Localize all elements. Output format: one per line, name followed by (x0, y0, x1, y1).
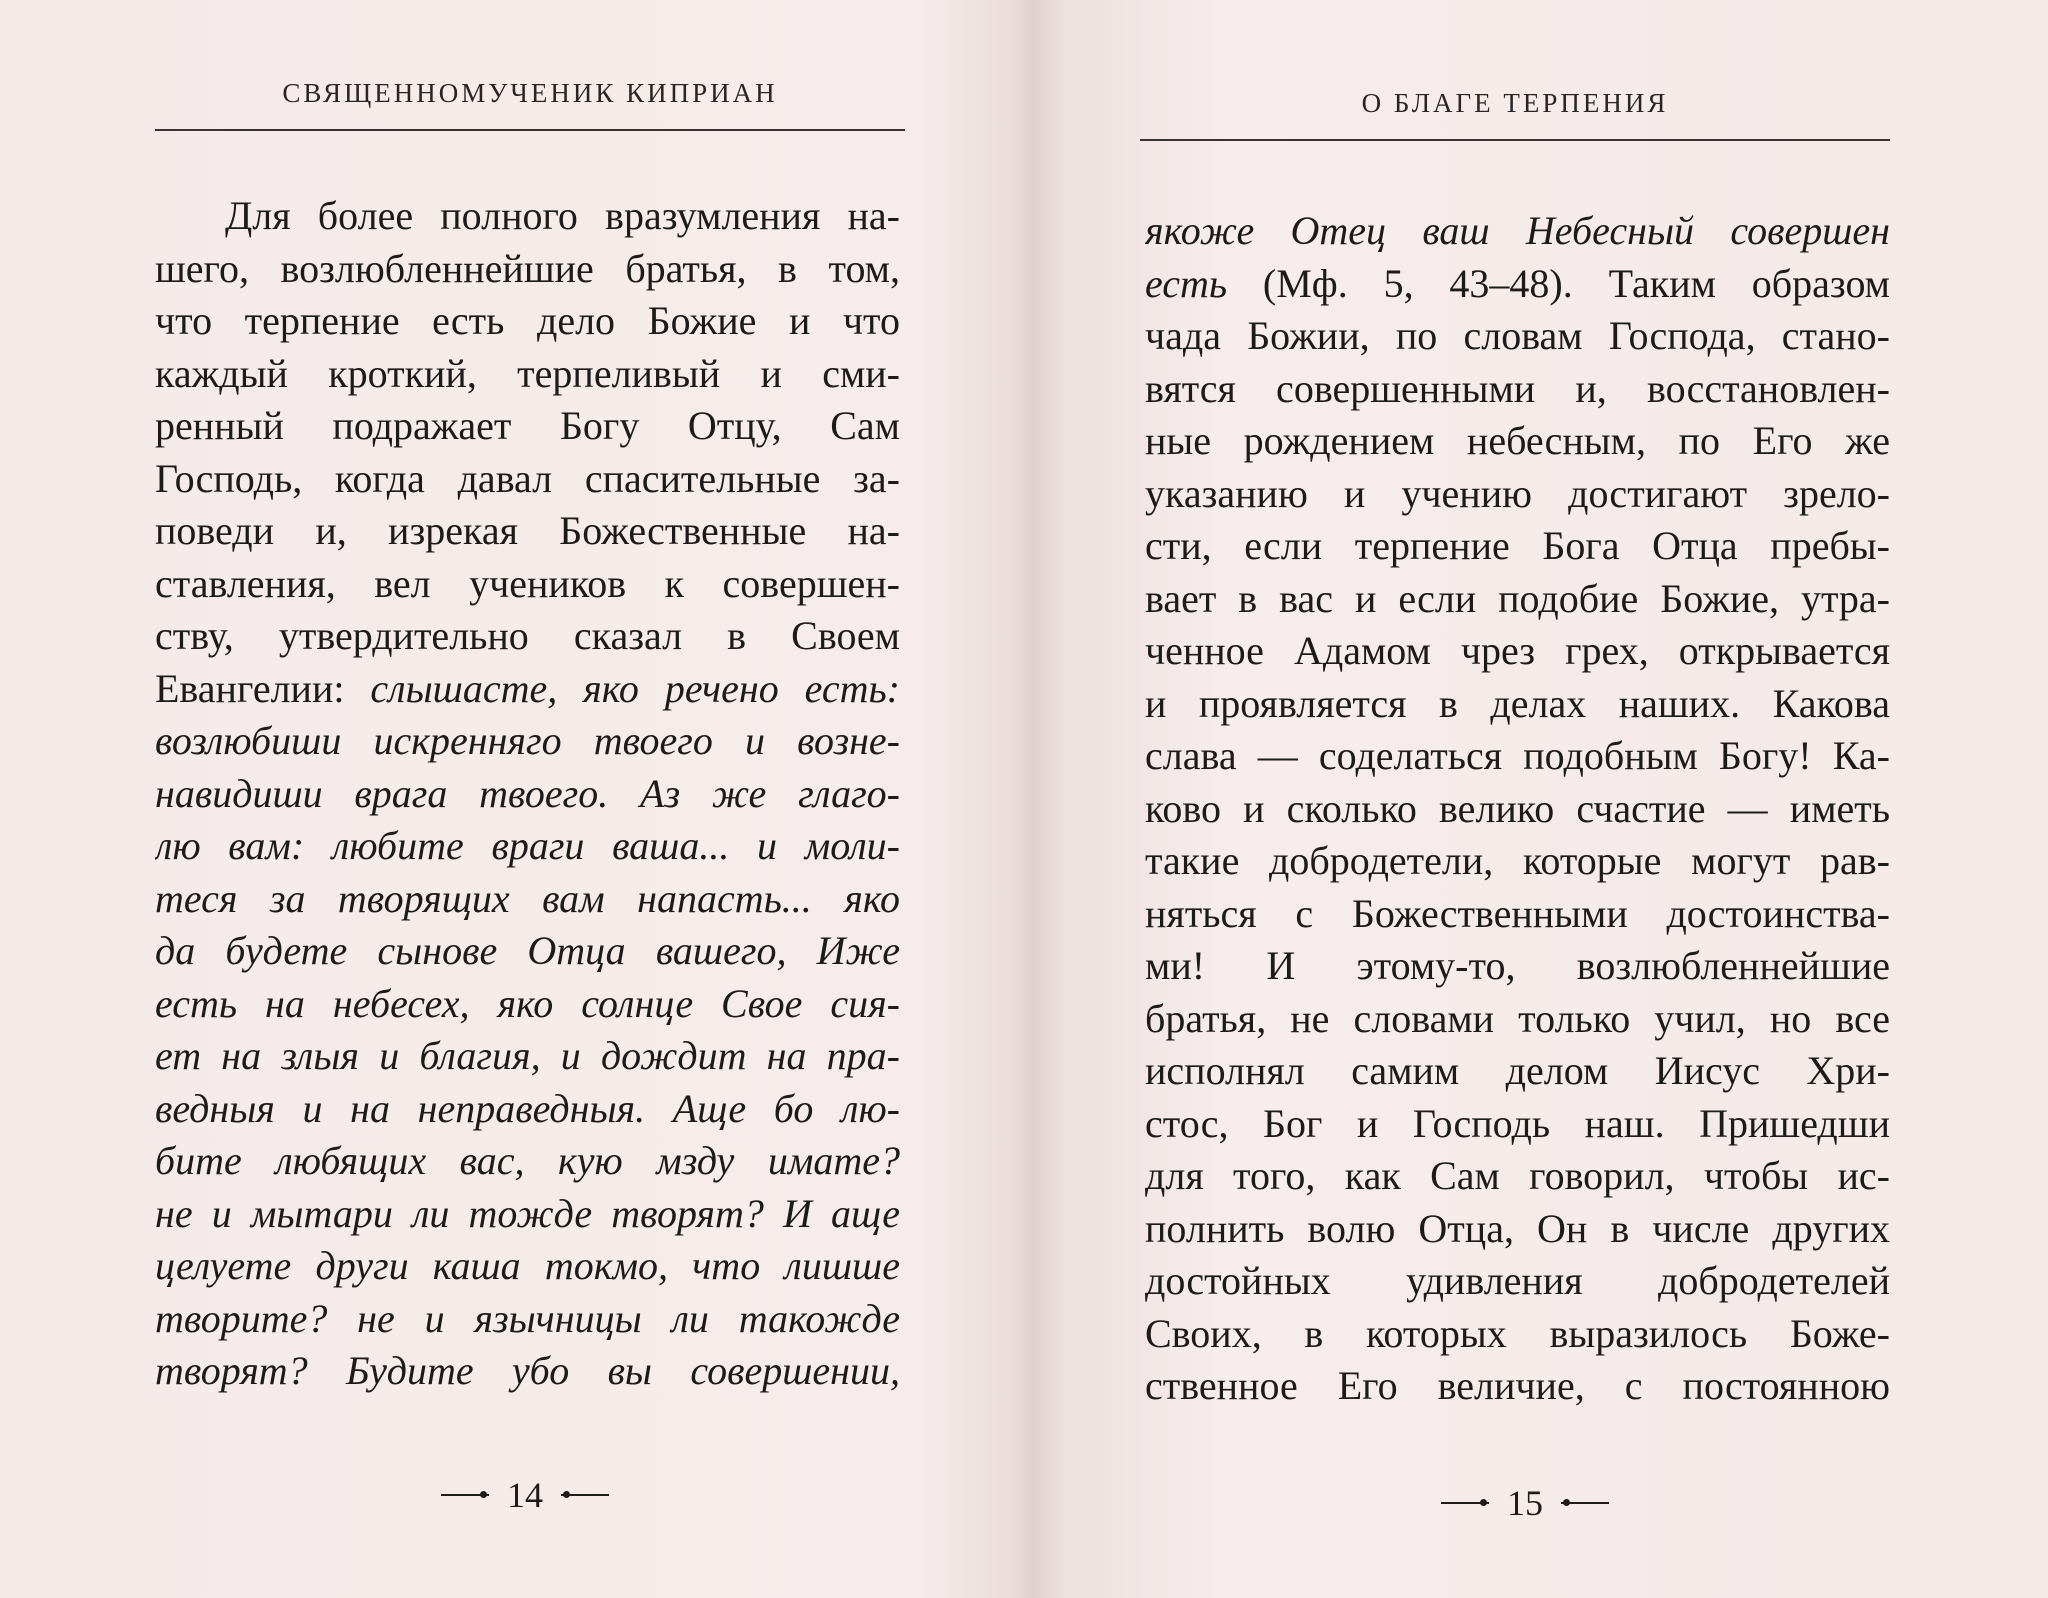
text-line (155, 873, 900, 926)
text-line (155, 1188, 900, 1241)
header-rule (1140, 139, 1890, 141)
text-run: ченное Адамом чрез грех, открывается (1145, 628, 1890, 673)
body-text (155, 190, 900, 1398)
text-line (155, 768, 900, 821)
text-run: такие добродетели, которые могут рав- (1145, 838, 1890, 883)
text-line (155, 663, 900, 716)
text-line (155, 1135, 900, 1188)
body-text (1145, 205, 1890, 1413)
text-run: ставления, вел учеников к совершен- (155, 560, 900, 606)
text-run: вает в вас и если подобие Божие, утра- (1145, 575, 1890, 621)
text-run: каждый кроткий, терпеливый и сми- (155, 350, 900, 396)
text-line (155, 348, 900, 401)
text-line (1145, 1308, 1890, 1361)
running-head: О БЛАГЕ ТЕРПЕНИЯ (1361, 88, 1669, 118)
text-run: достойных удивления добродетелей (1145, 1258, 1890, 1303)
text-line (155, 1293, 900, 1346)
text-run: Господь, когда давал спасительные за- (155, 455, 900, 501)
text-line (155, 453, 900, 506)
text-line (155, 1083, 900, 1136)
text-run: для того, как Сам говорил, чтобы ис- (1145, 1153, 1890, 1198)
text-run: и проявляется в делах наших. Какова (1145, 680, 1890, 726)
text-line (1145, 993, 1890, 1046)
text-line (1145, 940, 1890, 993)
text-line (155, 1030, 900, 1083)
text-line (155, 925, 900, 978)
text-run: бите любящих вас, кую мзду имате? (155, 1138, 900, 1183)
text-run: что терпение есть дело Божие и что (155, 298, 900, 343)
page-number: 15 (1507, 1483, 1543, 1523)
text-run: не и мытари ли тожде творят? И аще (155, 1190, 900, 1236)
text-line (155, 505, 900, 558)
text-line (1145, 363, 1890, 416)
text-run: братья, не словами только учил, но все (1145, 995, 1890, 1041)
text-run: указанию и учению достигают зрело- (1145, 470, 1890, 516)
text-run: ково и сколько велико счастие — иметь (1145, 785, 1890, 831)
text-run: полнить волю Отца, Он в числе других (1145, 1205, 1890, 1251)
text-line (1145, 1098, 1890, 1151)
folio-ornament-left-icon (441, 1490, 489, 1500)
text-run: стос, Бог и Господь наш. Пришедши (1145, 1100, 1890, 1146)
text-line (1145, 1203, 1890, 1256)
text-line (1145, 573, 1890, 626)
page-number: 14 (507, 1475, 543, 1515)
text-run: слава — соделаться подобным Богу! Ка- (1145, 733, 1890, 778)
text-run: целуете други каша токмо, что лишше (155, 1243, 900, 1288)
text-line (155, 715, 900, 768)
text-run: вятся совершенными и, восстановлен- (1145, 365, 1890, 411)
text-line (1145, 468, 1890, 521)
text-line (1145, 520, 1890, 573)
text-run: якоже Отец ваш Небесный совершен (1145, 208, 1890, 253)
text-line (1145, 888, 1890, 941)
text-run: ству, утвердительно сказал в Своем (155, 613, 900, 658)
text-line (1145, 258, 1890, 311)
text-run: есть (1145, 260, 1228, 306)
text-run: поведи и, изрекая Божественные на- (155, 508, 900, 553)
text-line (155, 190, 900, 243)
text-line (1145, 415, 1890, 468)
text-run: Своих, в которых выразилось Боже- (1145, 1310, 1890, 1356)
text-line (1145, 678, 1890, 731)
text-line (1145, 310, 1890, 363)
text-line (155, 978, 900, 1031)
text-run: исполнял самим делом Иисус Хри- (1145, 1048, 1890, 1093)
text-line (1145, 625, 1890, 678)
text-run: лю вам: любите враги ваша... и моли- (155, 823, 900, 868)
text-run: творите? не и язычницы ли такожде (155, 1295, 900, 1341)
text-run: ственное Его величие, с постоянною (1145, 1363, 1890, 1408)
folio-ornament-right-icon (561, 1490, 609, 1500)
text-run: ми! И этому-то, возлюбленнейшие (1145, 943, 1890, 988)
text-run: слышасте, яко речено есть: (370, 665, 900, 711)
text-line (1145, 730, 1890, 783)
folio-ornament-right-icon (1561, 1498, 1609, 1508)
page-number-footer (415, 1470, 635, 1520)
text-run: навидиши врага твоего. Аз же глаго- (155, 770, 900, 816)
text-run: чада Божии, по словам Господа, стано- (1145, 313, 1890, 358)
text-run: ет на злыя и благия, и дождит на пра- (155, 1033, 900, 1078)
text-run: шего, возлюбленнейшие братья, в том, (155, 245, 900, 291)
text-run: да будете сынове Отца вашего, Иже (155, 928, 900, 973)
running-head: СВЯЩЕННОМУЧЕНИК КИПРИАН (282, 78, 778, 108)
folio-ornament-left-icon (1441, 1498, 1489, 1508)
page-number-footer (1415, 1478, 1635, 1528)
text-run: сти, если терпение Бога Отца пребы- (1145, 523, 1890, 568)
text-line (1145, 1255, 1890, 1308)
text-line (1145, 1360, 1890, 1413)
text-line (155, 820, 900, 873)
text-line (155, 1345, 900, 1398)
text-run: Для более полного вразумления на- (225, 193, 900, 238)
text-run: Евангелии: (155, 665, 371, 711)
text-line (1145, 1150, 1890, 1203)
text-run: есть на небесех, яко солнце Свое сия- (155, 980, 900, 1026)
text-line (1145, 1045, 1890, 1098)
text-run: ные рождением небесным, по Его же (1145, 418, 1890, 463)
text-line (155, 295, 900, 348)
text-line (155, 558, 900, 611)
text-run: ренный подражает Богу Отцу, Сам (155, 403, 900, 448)
text-line (155, 1240, 900, 1293)
text-line (155, 243, 900, 296)
text-run: ведныя и на неправедныя. Аще бо лю- (155, 1085, 900, 1131)
right-page (1030, 0, 2048, 1598)
text-line (155, 610, 900, 663)
text-run: возлюбиши искренняго твоего и возне- (155, 718, 900, 763)
text-line (155, 400, 900, 453)
text-run: теся за творящих вам напасть... яко (155, 875, 900, 921)
text-line (1145, 835, 1890, 888)
header-rule (155, 129, 905, 131)
text-line (1145, 783, 1890, 836)
text-run: творят? Будите убо вы совершении, (155, 1348, 900, 1393)
left-page (0, 0, 1010, 1598)
text-run: няться с Божественными достоинства- (1145, 890, 1890, 936)
text-run: (Мф. 5, 43–48). Таким образом (1227, 260, 1890, 306)
text-line (1145, 205, 1890, 258)
